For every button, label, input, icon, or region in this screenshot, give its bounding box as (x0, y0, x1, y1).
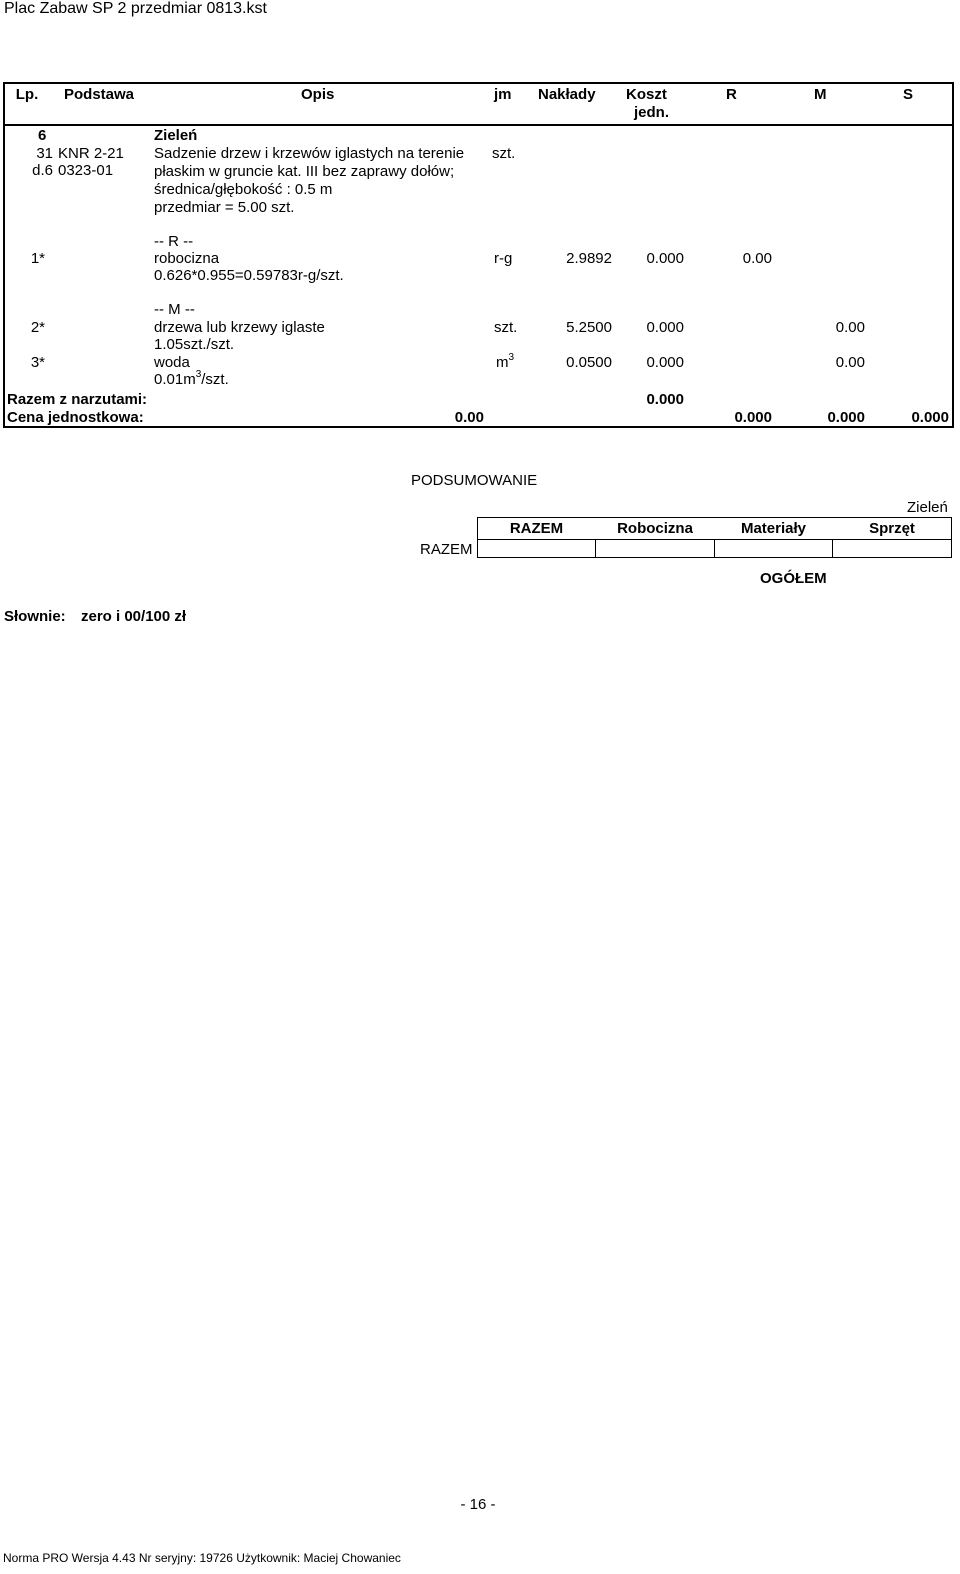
file-title: Plac Zabaw SP 2 przedmiar 0813.kst (4, 0, 267, 17)
summary-title: PODSUMOWANIE (411, 472, 538, 489)
resource-naklady: 2.9892 (566, 250, 612, 267)
resource-lp: 1* (30, 250, 45, 267)
words-value: zero i 00/100 zł (81, 608, 187, 625)
cena-m: 0.000 (827, 409, 865, 426)
summary-row-label: RAZEM (420, 541, 473, 558)
razem-label: Razem z narzutami: (7, 391, 148, 408)
summary-col-border (832, 539, 833, 558)
position-description-2: płaskim w gruncie kat. III bez zaprawy dołów; (154, 163, 455, 180)
table-right-border (952, 82, 954, 428)
cena-value: 0.00 (454, 409, 484, 426)
summary-col-border (714, 539, 715, 558)
header-naklady: Nakłady (538, 86, 596, 103)
resource-formula (154, 371, 229, 388)
position-podstawa: KNR 2-21 (58, 145, 124, 162)
cena-label: Cena jednostkowa: (7, 409, 144, 426)
resource-koszt: 0.000 (646, 319, 684, 336)
summary-col-robocizna: Robocizna (617, 520, 693, 537)
section-name: Zieleń (154, 127, 198, 144)
group-r-label: -- R -- (154, 233, 194, 250)
words-label: Słownie: (4, 608, 66, 625)
formula-superscript: 3 (195, 369, 202, 380)
header-m: M (814, 86, 827, 103)
position-lp: 31 (36, 145, 53, 162)
table-bottom-border (3, 426, 954, 428)
resource-jm (496, 354, 514, 371)
formula-tail: /szt. (201, 371, 229, 388)
group-m-label: -- M -- (154, 301, 195, 318)
summary-section-name: Zieleń (907, 499, 948, 516)
table-header-bottom-border (3, 124, 954, 126)
resource-lp: 2* (30, 319, 45, 336)
position-quantity: przedmiar = 5.00 szt. (154, 199, 295, 216)
footer-text: Norma PRO Wersja 4.43 Nr seryjny: 19726 Użytkownik: Maciej Chowaniec (3, 1551, 401, 1565)
header-podstawa: Podstawa (64, 86, 135, 103)
section-number: 6 (38, 127, 47, 144)
header-koszt-jedn: jedn. (634, 104, 670, 121)
resource-r: 0.00 (742, 250, 772, 267)
header-opis: Opis (301, 86, 335, 103)
summary-col-sprzet: Sprzęt (869, 520, 915, 537)
position-description: Sadzenie drzew i krzewów iglastych na terenie (154, 145, 465, 162)
resource-koszt: 0.000 (646, 354, 684, 371)
summary-col-razem: RAZEM (509, 520, 564, 537)
resource-lp: 3* (30, 354, 45, 371)
resource-jm: szt. (494, 319, 518, 336)
resource-koszt: 0.000 (646, 250, 684, 267)
resource-naklady: 0.0500 (566, 354, 612, 371)
resource-naklady: 5.2500 (566, 319, 612, 336)
jm-superscript: 3 (508, 352, 515, 363)
header-s: S (903, 86, 914, 103)
summary-top-border (477, 517, 952, 518)
header-koszt: Koszt (626, 86, 667, 103)
summary-col-border (595, 539, 596, 558)
position-lp-ref: d.6 (32, 162, 53, 179)
jm-base: m (496, 354, 509, 371)
summary-col-materialy: Materiały (740, 520, 807, 537)
summary-total-label: OGÓŁEM (760, 570, 827, 587)
position-description-3: średnica/głębokość : 0.5 m (154, 181, 333, 198)
position-podstawa-code: 0323-01 (58, 162, 114, 179)
resource-m: 0.00 (835, 319, 865, 336)
page-number: - 16 - (460, 1496, 496, 1513)
resource-name: woda (154, 354, 190, 371)
table-top-border (3, 82, 954, 84)
header-r: R (726, 86, 737, 103)
formula-base: 0.01m (154, 371, 196, 388)
position-jm: szt. (492, 145, 516, 162)
cena-s: 0.000 (911, 409, 949, 426)
cena-r: 0.000 (734, 409, 772, 426)
header-lp: Lp. (15, 86, 39, 103)
resource-m: 0.00 (835, 354, 865, 371)
summary-col-border (951, 517, 952, 558)
resource-name: robocizna (154, 250, 220, 267)
resource-formula: 0.626*0.955=0.59783r-g/szt. (154, 267, 344, 284)
resource-formula: 1.05szt./szt. (154, 336, 235, 353)
razem-value: 0.000 (646, 391, 684, 408)
header-jm: jm (494, 86, 512, 103)
resource-name: drzewa lub krzewy iglaste (154, 319, 325, 336)
resource-jm: r-g (494, 250, 513, 267)
